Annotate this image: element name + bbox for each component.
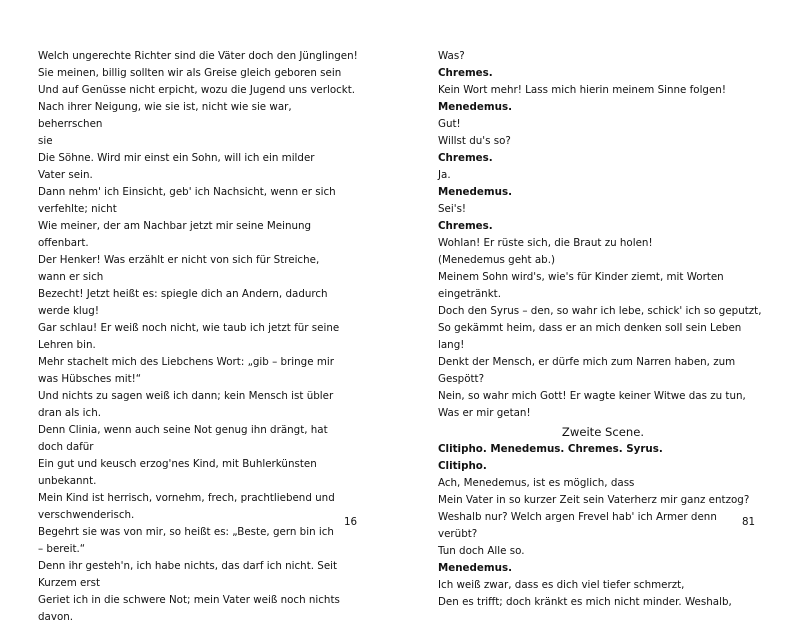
right-column-line: Menedemus. xyxy=(438,562,512,574)
left-column-line: davon. xyxy=(38,611,74,623)
left-column-line: Und auf Genüsse nicht erpicht, wozu die Jugend uns verlockt. xyxy=(38,84,356,96)
left-column-line: Ein gut und keusch erzog'nes Kind, mit Buhlerkünsten xyxy=(38,458,317,470)
right-column-line: Wohlan! Er rüste sich, die Braut zu holen! xyxy=(438,237,653,249)
right-column-line: Clitipho. xyxy=(438,460,487,472)
left-column-line: Wie meiner, der am Nachbar jetzt mir seine Meinung offenbart. xyxy=(38,220,315,249)
left-column-line: Nach ihrer Neigung, wie sie ist, nicht wie sie war, beherrschen xyxy=(38,101,295,130)
right-column-line: Den es trifft; doch kränkt es mich nicht minder. Weshalb, xyxy=(438,596,732,608)
left-column-line: Lehren bin. xyxy=(38,339,96,351)
left-column-line: Bezecht! Jetzt heißt es: spiegle dich an Andern, dadurch xyxy=(38,288,328,300)
right-column-line: Doch den Syrus – den, so wahr ich lebe, schick' ich so geputzt, xyxy=(438,305,762,317)
left-column-line: Geriet ich in die schwere Not; mein Vater weiß noch nichts xyxy=(38,594,340,606)
left-column-line: Denn ihr gesteh'n, ich habe nichts, das darf ich nicht. Seit xyxy=(38,560,338,572)
left-column-line: Sie meinen, billig sollten wir als Greise gleich geboren sein xyxy=(38,67,342,79)
right-column-line: Ich weiß zwar, dass es dich viel tiefer schmerzt, xyxy=(438,579,685,591)
left-column-line: Der Henker! Was erzählt er nicht von sich für Streiche, xyxy=(38,254,320,266)
right-text-column xyxy=(438,48,768,611)
left-column-line: Mehr stachelt mich des Liebchens Wort: „gib – bringe mir xyxy=(38,356,334,368)
right-column-line: Gespött? xyxy=(438,373,485,385)
right-column-line: Chremes. xyxy=(438,67,493,79)
right-column-line: Meinem Sohn wird's, wie's für Kinder ziemt, mit Worten xyxy=(438,271,724,283)
right-column-line: Willst du's so? xyxy=(438,135,511,147)
left-column-line: Die Söhne. Wird mir einst ein Sohn, will ich ein milder xyxy=(38,152,315,164)
left-column-line: unbekannt. xyxy=(38,475,97,487)
left-column-line: werde klug! xyxy=(38,305,99,317)
left-column-line: Gar schlau! Er weiß noch nicht, wie taub ich jetzt für seine xyxy=(38,322,340,334)
left-column-line: sie xyxy=(38,135,53,147)
right-column-line: Tun doch Alle so. xyxy=(438,545,525,557)
right-column-line: Chremes. xyxy=(438,220,493,232)
left-column-line: wann er sich xyxy=(38,271,104,283)
left-column-line: Kurzem erst xyxy=(38,577,101,589)
right-column-line: verübt? xyxy=(438,528,478,540)
left-column-line: verschwenderisch. xyxy=(38,509,135,521)
right-column-line: So gekämmt heim, dass er an mich denken soll sein Leben lang! xyxy=(438,322,745,351)
left-column-line: Und nichts zu sagen weiß ich dann; kein Mensch ist übler xyxy=(38,390,334,402)
right-column-line: Was? xyxy=(438,50,465,62)
right-column-line: Nein, so wahr mich Gott! Er wagte keiner Witwe das zu tun, xyxy=(438,390,746,402)
left-column-line: – bereit.“ xyxy=(38,543,86,555)
right-column-line: Ja. xyxy=(438,169,451,181)
right-column-line: Sei's! xyxy=(438,203,467,215)
left-column-line: dran als ich. xyxy=(38,407,102,419)
right-column-line: Chremes. xyxy=(438,152,493,164)
left-column-line: Mein Kind ist herrisch, vornehm, frech, prachtliebend und xyxy=(38,492,335,504)
left-column-line: Begehrt sie was von mir, so heißt es: „Beste, gern bin ich xyxy=(38,526,334,538)
right-column-line: Weshalb nur? Welch argen Frevel hab' ich Armer denn xyxy=(438,511,717,523)
left-column-line: verfehlte; nicht xyxy=(38,203,117,215)
page-number-right: 81 xyxy=(742,516,756,528)
right-column-line: Mein Vater in so kurzer Zeit sein Vaterherz mir ganz entzog? xyxy=(438,494,750,506)
right-column-line: Kein Wort mehr! Lass mich hierin meinem Sinne folgen! xyxy=(438,84,726,96)
right-column-line: Was er mir getan! xyxy=(438,407,531,419)
left-column-line: Welch ungerechte Richter sind die Väter doch den Jünglingen! xyxy=(38,50,358,62)
left-column-line: Dann nehm' ich Einsicht, geb' ich Nachsicht, wenn er sich xyxy=(38,186,336,198)
left-column-line: was Hübsches mit!“ xyxy=(38,373,142,385)
left-column-line: Denn Clinia, wenn auch seine Not genug ihn drängt, hat xyxy=(38,424,328,436)
right-column-line: Menedemus. xyxy=(438,186,512,198)
left-text-column xyxy=(38,48,358,626)
right-column-line: (Menedemus geht ab.) xyxy=(438,254,556,266)
page-number-left: 16 xyxy=(344,516,358,528)
left-column-line: Vater sein. xyxy=(38,169,93,181)
right-column-line: Zweite Scene. xyxy=(561,425,645,439)
right-column-line: Denkt der Mensch, er dürfe mich zum Narren haben, zum xyxy=(438,356,736,368)
right-column-line: Ach, Menedemus, ist es möglich, dass xyxy=(438,477,635,489)
left-column-line: doch dafür xyxy=(38,441,94,453)
right-column-line: Menedemus. xyxy=(438,101,512,113)
right-column-line: eingetränkt. xyxy=(438,288,501,300)
right-column-line: Gut! xyxy=(438,118,461,130)
right-column-line: Clitipho. Menedemus. Chremes. Syrus. xyxy=(438,443,663,455)
